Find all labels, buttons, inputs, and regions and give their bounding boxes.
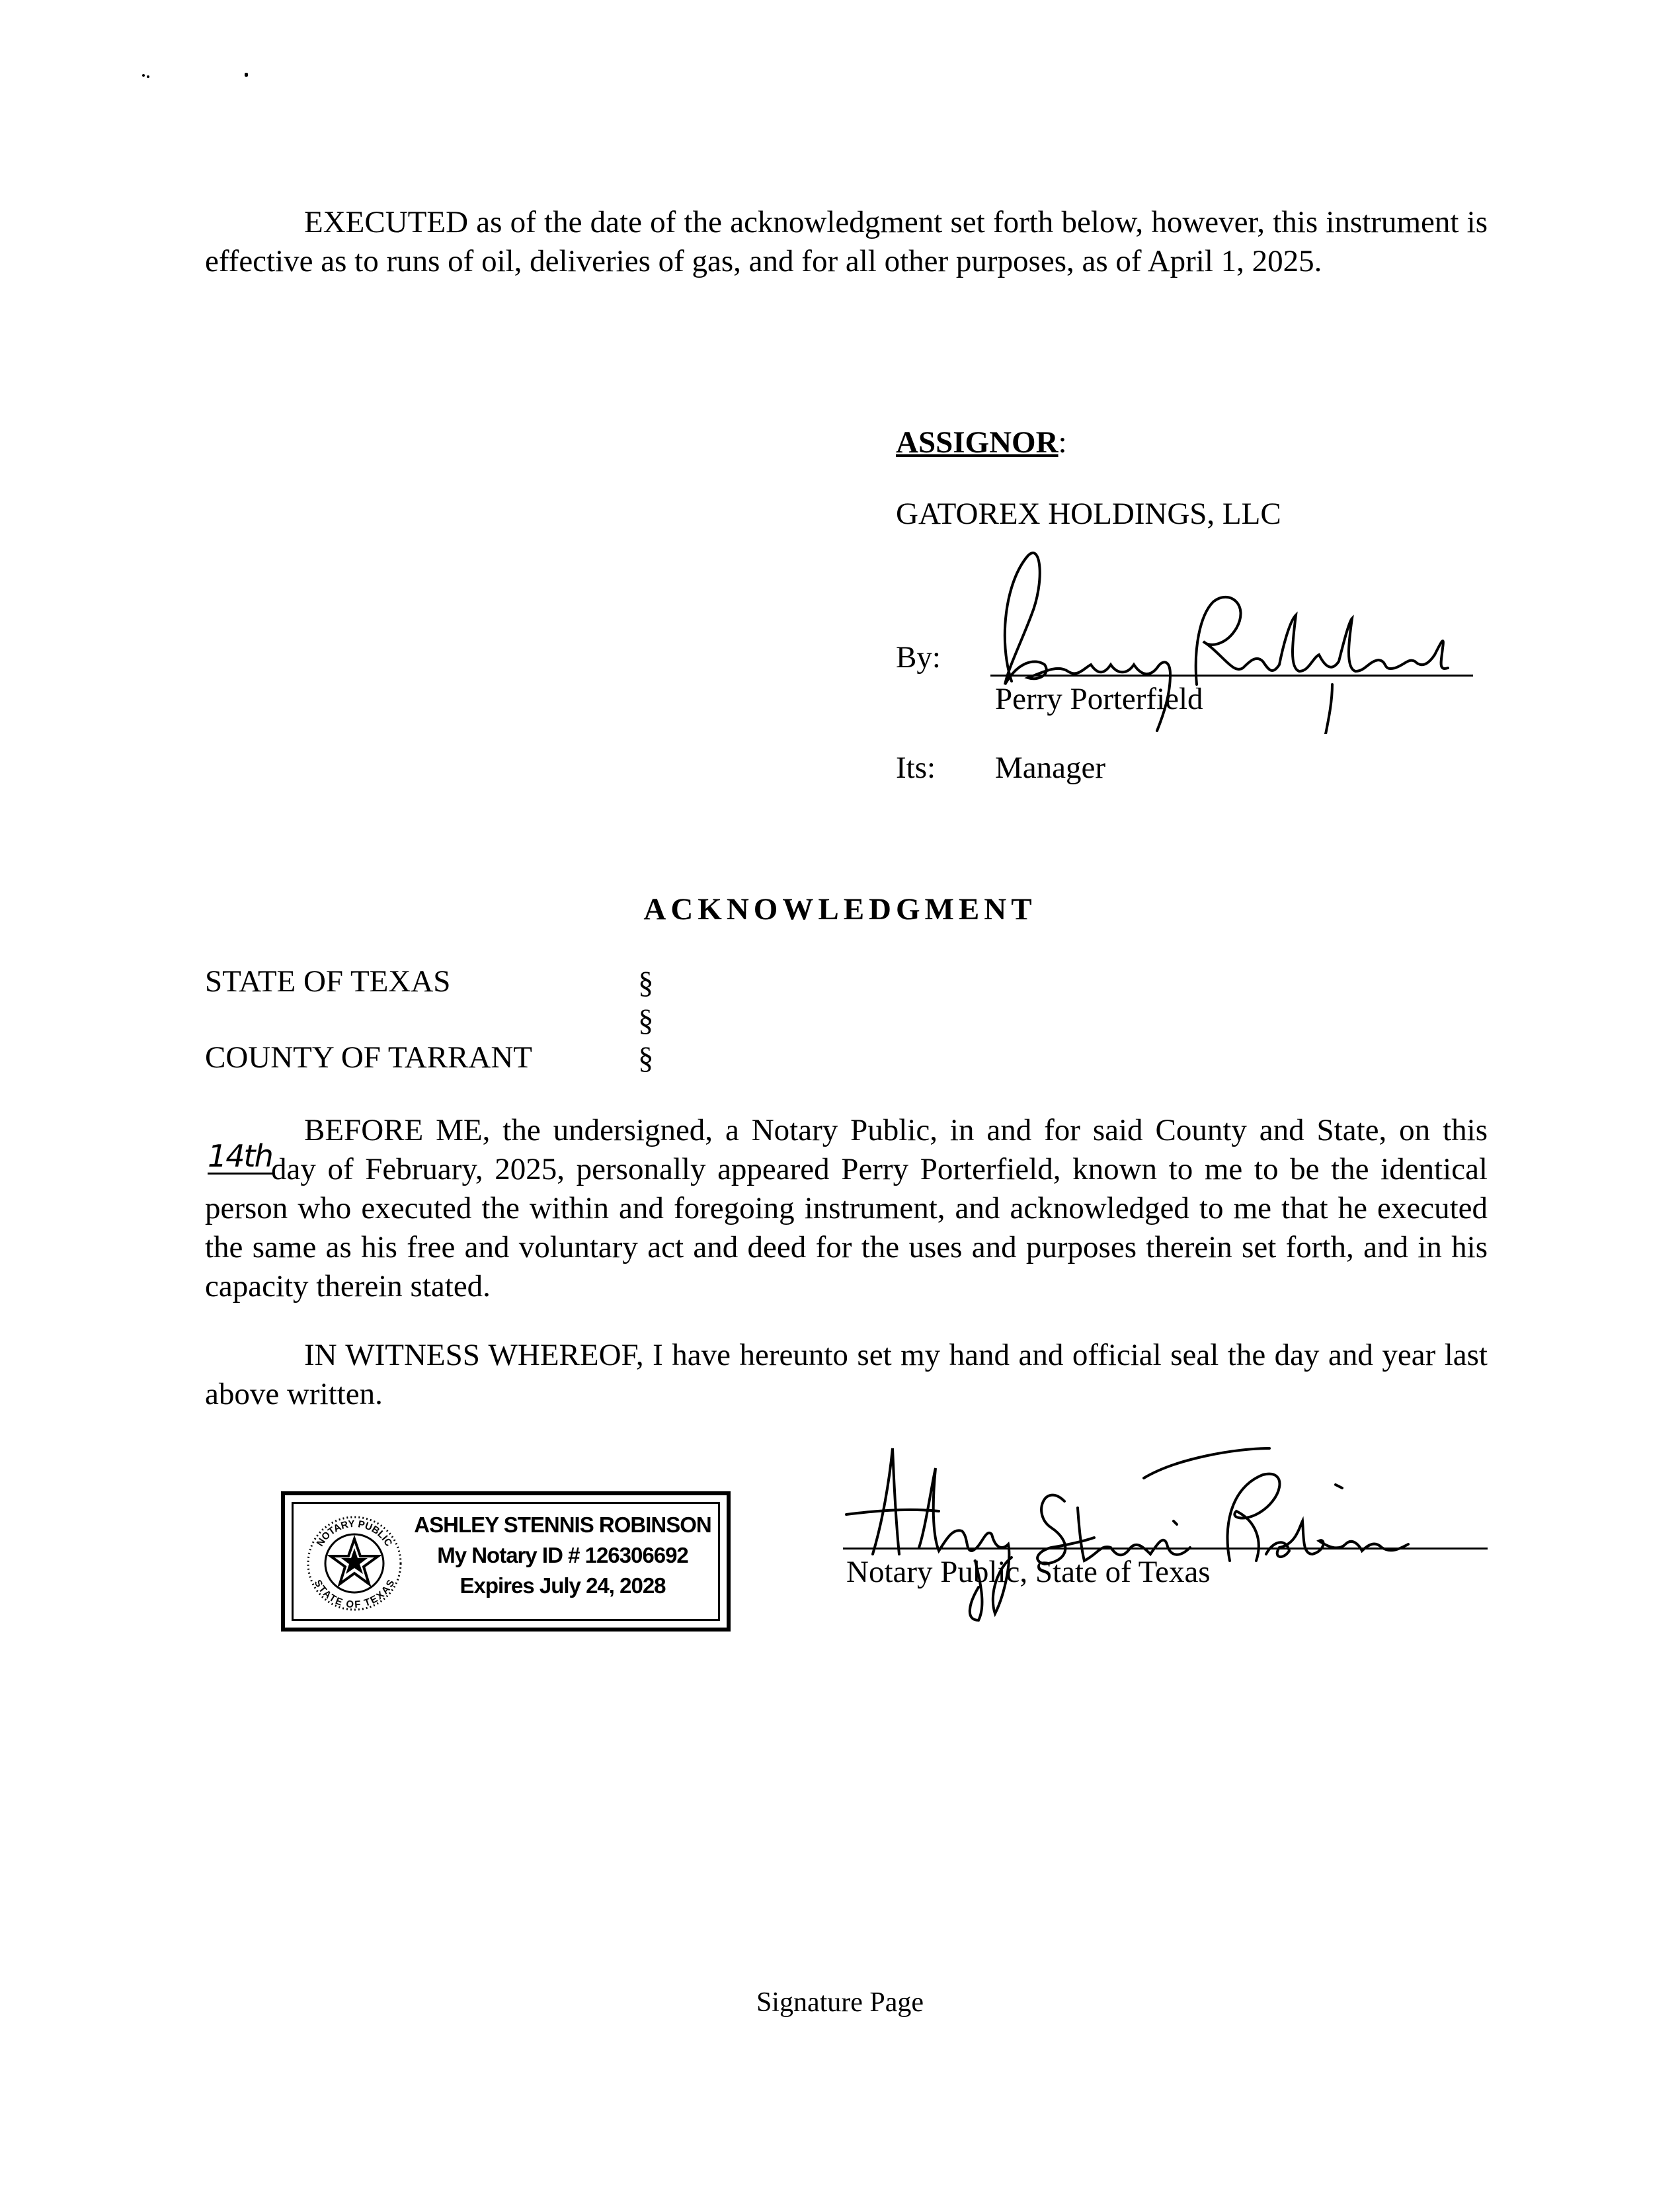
scan-mark xyxy=(245,73,248,77)
its-label: Its: xyxy=(896,751,936,785)
notary-seal xyxy=(305,1514,404,1613)
executed-paragraph: EXECUTED as of the date of the acknowledgment set forth below, however, this instrument is effective as to runs of oil, deliveries of gas, and for all other purposes, as of April 1, 2025. xyxy=(205,205,1488,278)
by-label: By: xyxy=(896,640,941,675)
signer-name: Perry Porterfield xyxy=(995,682,1203,716)
witness-paragraph: IN WITNESS WHEREOF, I have hereunto set my hand and official seal the day and year last above written. xyxy=(205,1338,1488,1411)
before-me-paragraph xyxy=(205,1111,1488,1306)
stamp-notary-name: ASHLEY STENNIS ROBINSON xyxy=(414,1512,711,1537)
acknowledgment-heading: ACKNOWLEDGMENT xyxy=(643,892,1037,927)
section-symbols xyxy=(638,964,654,1077)
section-symbol: § xyxy=(638,966,654,1000)
notary-stamp xyxy=(281,1491,731,1632)
assignor-signature-line xyxy=(990,675,1473,677)
assignor-heading-line xyxy=(896,423,1067,462)
section-symbol: § xyxy=(638,1003,654,1038)
assignor-colon: : xyxy=(1058,425,1067,460)
before-me-line1: BEFORE ME, the undersigned, a Notary Public, in and for said County and State, on this xyxy=(304,1113,1488,1147)
seal-top-text: NOTARY PUBLIC xyxy=(314,1518,395,1549)
section-symbol: § xyxy=(638,1041,654,1075)
assignor-heading: ASSIGNOR xyxy=(896,425,1059,460)
scan-mark xyxy=(142,74,145,77)
signer-title: Manager xyxy=(995,751,1106,785)
notary-signature-line xyxy=(843,1548,1488,1550)
before-me-body xyxy=(205,1138,1488,1306)
notary-signature xyxy=(833,1428,1468,1627)
assignor-company: GATOREX HOLDINGS, LLC xyxy=(896,497,1281,531)
notary-signature-label: Notary Public, State of Texas xyxy=(846,1555,1211,1589)
county-line: COUNTY OF TARRANT xyxy=(205,1040,532,1075)
before-me-rest: day of February, 2025, personally appeared Perry Porterfield, known to me to be the identical person who executed the within and foregoing instrument, and acknowledged to me that he executed the same as his free and voluntary act and deed for the uses and purposes therein set forth, and in his capacity therein stated. xyxy=(205,1152,1488,1303)
handwritten-day: 14th xyxy=(208,1138,272,1174)
scan-mark xyxy=(147,75,149,78)
stamp-text xyxy=(411,1510,715,1601)
footer-label: Signature Page xyxy=(756,1987,924,2018)
seal-bottom-text: STATE OF TEXAS xyxy=(311,1578,397,1611)
state-line: STATE OF TEXAS xyxy=(205,964,451,999)
stamp-notary-id: My Notary ID # 126306692 xyxy=(437,1543,688,1567)
stamp-expiration: Expires July 24, 2028 xyxy=(460,1573,666,1598)
